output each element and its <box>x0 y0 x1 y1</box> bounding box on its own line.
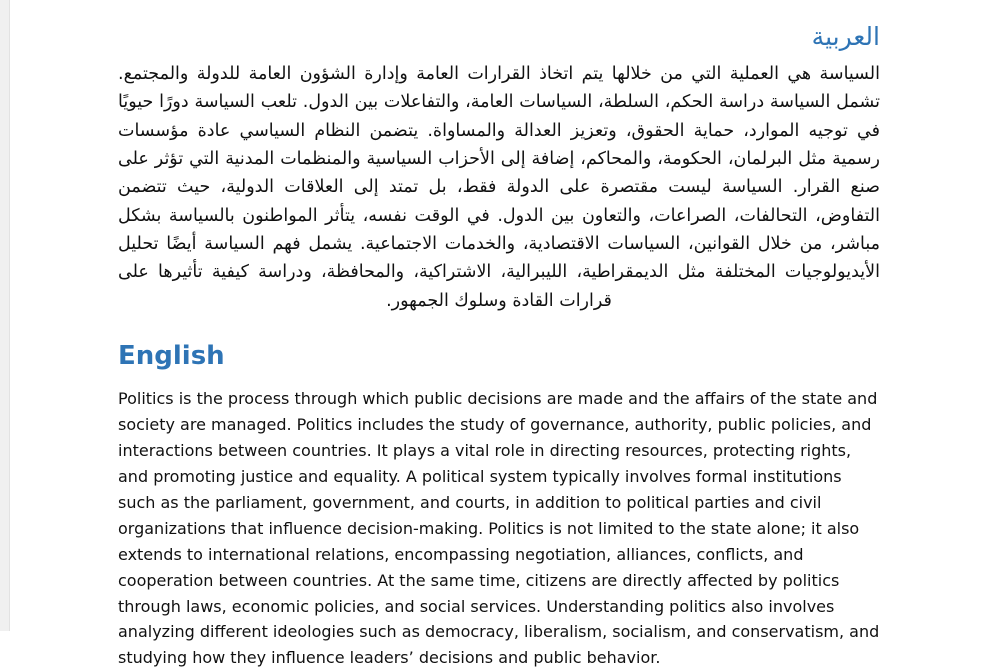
english-heading: English <box>118 341 225 372</box>
arabic-heading: العربية <box>811 22 880 51</box>
left-margin-strip <box>0 0 10 631</box>
section-arabic <box>118 22 880 315</box>
english-paragraph: Politics is the process through which public decisions are made and the affairs of the state and society are managed. Politics includes the study of governance, authority, public policies, and interactions between countries. It plays a vital role in directing resources, protecting rights, and promoting justice and equality. A political system typically involves formal institutions such as the parliament, government, and courts, in addition to political parties and civil organizations that influence decision-making. Politics is not limited to the state alone; it also extends to international relations, encompassing negotiation, alliances, conflicts, and cooperation between countries. At the same time, citizens are directly affected by politics through laws, economic policies, and social services. Understanding politics also involves analyzing different ideologies such as democracy, liberalism, socialism, and conservatism, and studying how they influence leaders’ decisions and public behavior. <box>118 389 880 668</box>
arabic-paragraph: السياسة هي العملية التي من خلالها يتم اتخاذ القرارات العامة وإدارة الشؤون العامة للدولة والمجتمع. تشمل السياسة دراسة الحكم، السلطة، السياسات العامة، والتفاعلات بين الدول. تلعب السياسة دورًا حيويًا في توجيه الموارد، حماية الحقوق، وتعزيز العدالة والمساواة. يتضمن النظام السياسي عادة مؤسسات رسمية مثل البرلمان، الحكومة، والمحاكم، إضافة إلى الأحزاب السياسية والمنظمات المدنية التي تؤثر على صنع القرار. السياسة ليست مقتصرة على الدولة فقط، بل تمتد إلى العلاقات الدولية، حيث تتضمن التفاوض، التحالفات، الصراعات، والتعاون بين الدول. في الوقت نفسه، يتأثر المواطنون بالسياسة بشكل مباشر، من خلال القوانين، السياسات الاقتصادية، والخدمات الاجتماعية. يشمل فهم السياسة أيضًا تحليل الأيديولوجيات المختلفة مثل الديمقراطية، الليبرالية، الاشتراكية، والمحافظة، ودراسة كيفية تأثيرها على قرارات القادة وسلوك الجمهور. <box>118 64 880 311</box>
document-content <box>118 22 880 671</box>
section-english <box>118 341 880 671</box>
